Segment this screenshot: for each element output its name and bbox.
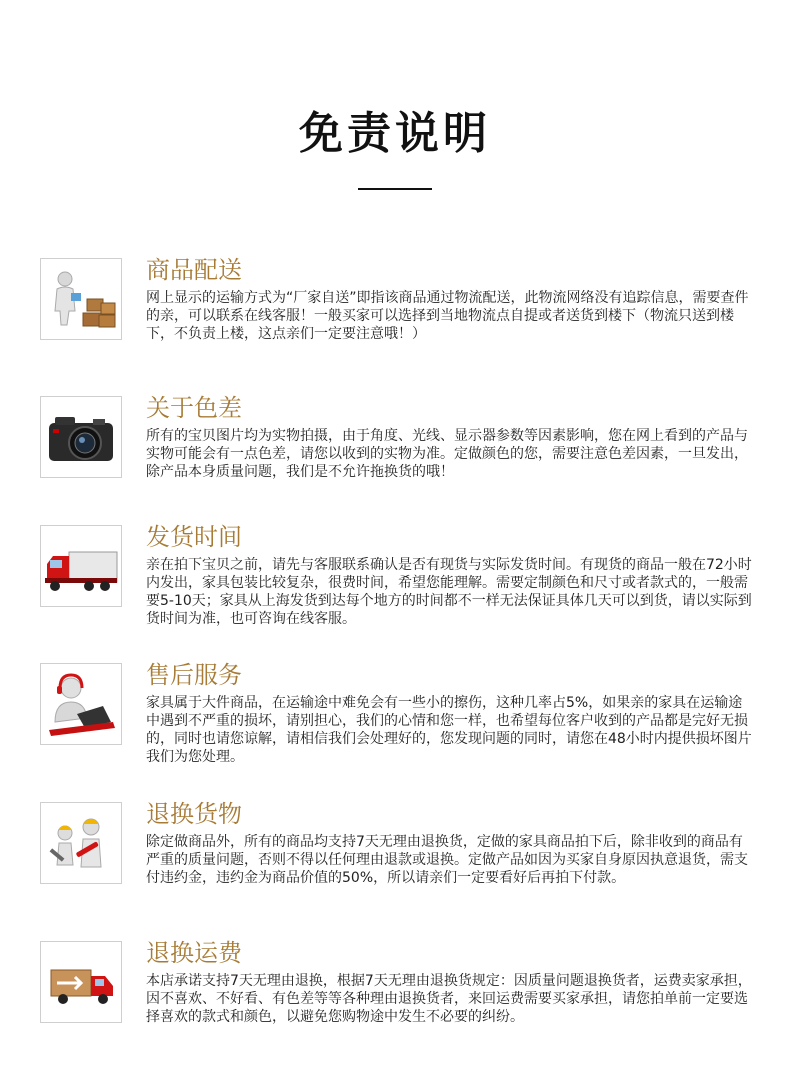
section-title: 退换运费 [146, 939, 242, 967]
section-body: 亲在拍下宝贝之前，请先与客服联系确认是否有现货与实际发货时间。有现货的商品一般在72小时内发出，家具包装比较复杂，很费时间，希望您能理解。需要定制颜色和尺寸或者款式的，一般需要5-10天；家具从上海发货到达每个地方的时间都不一样无法保证具体几天可以到货，请以实际到货时间为准，也可咨询在线客服。 [146, 557, 752, 627]
customer-service-headset-icon [40, 663, 122, 745]
page-title: 免责说明 [299, 108, 491, 159]
repair-workers-icon [40, 802, 122, 884]
section-title: 售后服务 [146, 661, 242, 689]
section-body: 所有的宝贝图片均为实物拍摄，由于角度、光线、显示器参数等因素影响，您在网上看到的产品与实物可能会有一点色差，请您以收到的实物为准。定做颜色的您，需要注意色差因素，一旦发出，除产品本身质量问题，我们是不允许拖换货的哦！ [146, 428, 748, 480]
camera-icon [40, 396, 122, 478]
section-title: 关于色差 [146, 394, 242, 422]
section-body: 家具属于大件商品，在运输途中难免会有一些小的擦伤，这种几率占5%，如果亲的家具在运输途中遇到不严重的损坏，请别担心，我们的心情和您一样，也希望每位客户收到的产品都是完好无损的，同时也请您谅解，请相信我们会处理好的，您发现问题的同时，请您在48小时内提供损坏图片我们为您处理。 [146, 695, 752, 765]
section-title: 发货时间 [146, 523, 242, 551]
section-title: 商品配送 [146, 256, 242, 284]
section-body: 除定做商品外，所有的商品均支持7天无理由退换货，定做的家具商品拍下后，除非收到的商品有严重的质量问题，否则不得以任何理由退款或退换。定做产品如因为买家自身原因执意退货，需支付违约金，违约金为商品价值的50%，所以请亲们一定要看好后再拍下付款。 [146, 834, 748, 886]
delivery-truck-box-icon [40, 941, 122, 1023]
title-divider [358, 188, 432, 190]
red-truck-icon [40, 525, 122, 607]
section-body: 本店承诺支持7天无理由退换，根据7天无理由退换货规定：因质量问题退换货者，运费卖家承担，因不喜欢、不好看、有色差等等各种理由退换货者，来回运费需要买家承担，请您拍单前一定要选择喜欢的款式和颜色，以避免您购物途中发生不必要的纠纷。 [146, 973, 752, 1025]
section-title: 退换货物 [146, 800, 242, 828]
section-body: 网上显示的运输方式为“厂家自送”即指该商品通过物流配送，此物流网络没有追踪信息，需要查件的亲，可以联系在线客服！一般买家可以选择到当地物流点自提或者送货到楼下（物流只送到楼下，不负责上楼，这点亲们一定要注意哦！） [146, 290, 749, 342]
delivery-person-boxes-icon [40, 258, 122, 340]
